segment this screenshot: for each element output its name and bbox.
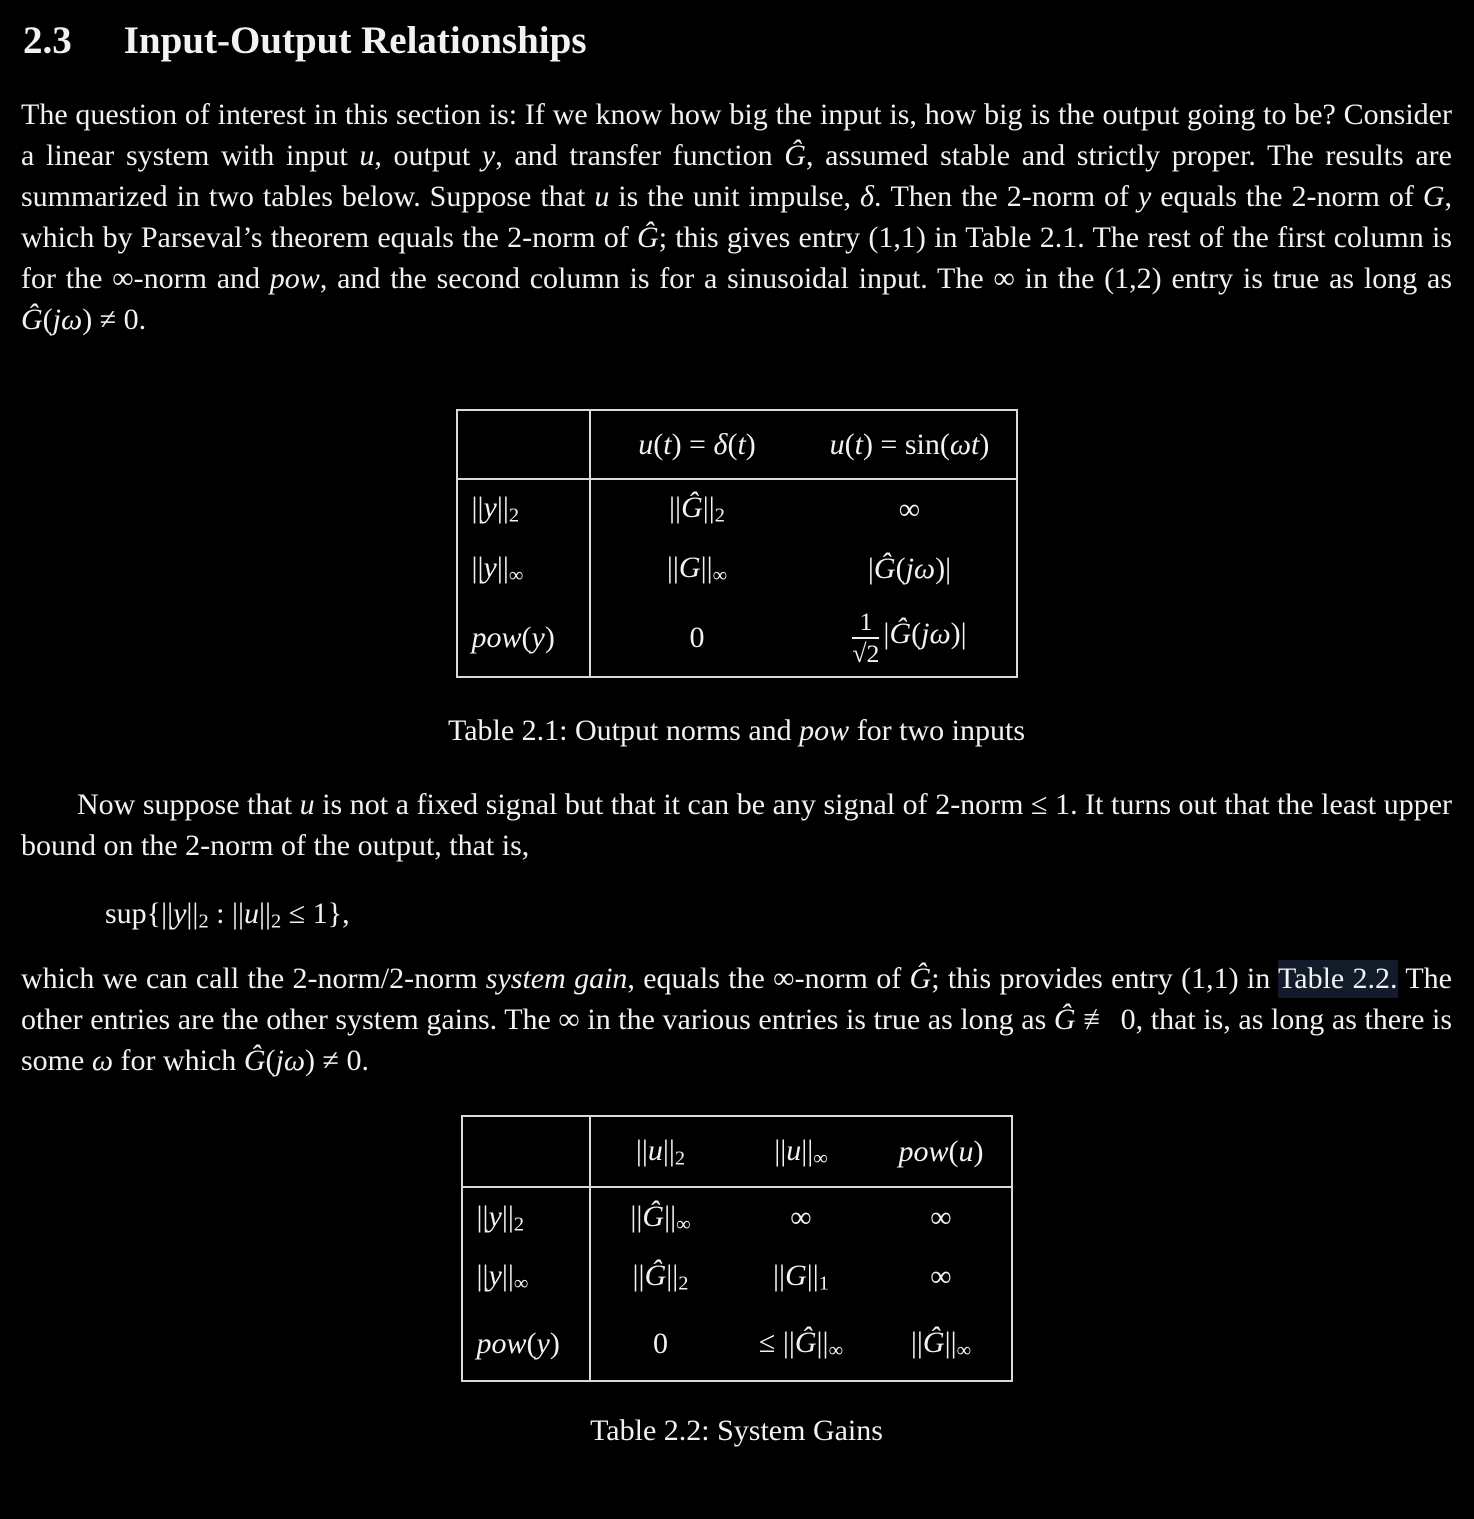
text-run: | bbox=[883, 616, 890, 650]
cell-2-2 bbox=[731, 1247, 872, 1307]
text-run: || bbox=[630, 1199, 643, 1233]
text-run: Table 2.2: System Gains bbox=[590, 1414, 883, 1448]
text-run: || bbox=[501, 1259, 514, 1293]
row-label-pow-y bbox=[462, 1307, 590, 1381]
text-run: Now suppose that bbox=[77, 788, 300, 821]
table-2-1-corner-cell bbox=[457, 410, 590, 479]
table-2-2-header-pow-u bbox=[872, 1116, 1012, 1187]
section-heading bbox=[23, 18, 1452, 63]
text-run: ∞ bbox=[956, 1339, 972, 1362]
text-run: for two inputs bbox=[849, 714, 1026, 747]
cell-1-2 bbox=[804, 479, 1017, 539]
text-run: δ bbox=[713, 427, 728, 461]
text-run: ) bbox=[544, 620, 555, 654]
row-label-pow-y bbox=[457, 599, 590, 677]
table-2-2-caption bbox=[21, 1414, 1452, 1448]
text-run: equals the 2-norm of bbox=[1151, 180, 1423, 213]
text-run: sup{ bbox=[105, 897, 162, 930]
text-run: Ĝ bbox=[873, 552, 896, 585]
text-run: ) bbox=[979, 427, 990, 461]
text-run: || bbox=[666, 1259, 679, 1293]
cell-2-2 bbox=[804, 539, 1017, 599]
text-run: pow bbox=[269, 262, 320, 295]
table-2-1-caption bbox=[21, 714, 1452, 748]
text-run: ≢ 0, that is, as long as there is some bbox=[21, 1003, 1452, 1078]
text-run: which we can call the 2-norm/2-norm bbox=[21, 962, 486, 996]
text-run: || bbox=[259, 897, 272, 930]
table-2-2-header-row bbox=[462, 1116, 1012, 1187]
text-run: jω bbox=[905, 552, 936, 585]
text-run: || bbox=[702, 491, 715, 525]
table-row bbox=[462, 1247, 1012, 1307]
cell-2-1 bbox=[590, 1247, 731, 1307]
text-run: || bbox=[496, 550, 509, 584]
text-run: || bbox=[662, 1133, 675, 1167]
text-run: ) bbox=[745, 427, 756, 461]
text-run: , which by Parseval’s theorem equals the 2-norm of bbox=[21, 180, 1452, 254]
text-run: u bbox=[638, 427, 654, 461]
text-run: y bbox=[483, 491, 497, 525]
text-run: 2 bbox=[198, 910, 209, 933]
text-run: Ĝ bbox=[21, 303, 43, 336]
text-run: t bbox=[663, 427, 672, 461]
text-run: ∞ bbox=[676, 1213, 691, 1236]
text-run: || bbox=[669, 491, 682, 525]
text-run: ( bbox=[653, 427, 664, 461]
text-run: || bbox=[471, 491, 484, 525]
text-run: pow bbox=[898, 1134, 949, 1168]
text-run: || bbox=[471, 550, 484, 584]
text-run: is not a fixed signal but that it can be any signal of 2-norm ≤ 1. It turns out that the least upper bound on the 2-norm of the output, that is, bbox=[21, 788, 1452, 862]
table-2-2-corner-cell bbox=[462, 1116, 590, 1187]
text-run: u bbox=[594, 180, 610, 213]
text-run: G bbox=[1422, 180, 1445, 213]
text-run: : bbox=[208, 897, 232, 930]
text-run: || bbox=[700, 550, 713, 584]
text-run: δ bbox=[860, 180, 874, 213]
text-run: The question of interest in this section is: If we know how big the input is, how big is the output going to be? Consider a linear system with input bbox=[21, 98, 1452, 172]
text-run: y bbox=[488, 1259, 502, 1293]
text-run: 2 bbox=[271, 910, 282, 933]
text-run: Ĝ bbox=[922, 1325, 945, 1359]
text-run: y bbox=[483, 550, 497, 584]
row-label-y-infnorm bbox=[462, 1247, 590, 1307]
text-run: ) ≠ 0. bbox=[82, 303, 147, 336]
text-run: ) ≠ 0. bbox=[305, 1044, 369, 1078]
text-run: ∞ bbox=[813, 1147, 828, 1170]
text-run: || bbox=[782, 1325, 795, 1359]
text-run: pow bbox=[799, 714, 850, 747]
table-row bbox=[457, 539, 1017, 599]
text-run: Ĝ bbox=[644, 1259, 667, 1293]
text-run: Ĝ bbox=[909, 962, 932, 996]
text-run: y bbox=[536, 1326, 550, 1360]
text-run: || bbox=[910, 1325, 923, 1359]
text-run: ) bbox=[973, 1134, 984, 1168]
text-run: t bbox=[854, 427, 863, 461]
cell-3-2 bbox=[731, 1307, 872, 1381]
text-run: || bbox=[496, 491, 509, 525]
text-run: t bbox=[737, 427, 746, 461]
text-run: y bbox=[531, 620, 545, 654]
text-run: ( bbox=[727, 427, 738, 461]
cell-1-2 bbox=[731, 1187, 872, 1247]
text-run: )| bbox=[935, 552, 952, 585]
cell-2-1 bbox=[590, 539, 804, 599]
paragraph-1 bbox=[21, 94, 1452, 340]
row-label-y-infnorm bbox=[457, 539, 590, 599]
text-run: jω bbox=[52, 303, 83, 336]
text-run: jω bbox=[275, 1044, 306, 1078]
cell-1-1 bbox=[590, 479, 804, 539]
text-run: ) = sin( bbox=[862, 427, 950, 461]
text-run: y bbox=[173, 897, 187, 930]
text-run: ∞ bbox=[513, 1272, 529, 1295]
text-run: ( bbox=[42, 303, 53, 336]
text-run: ≤ 1}, bbox=[281, 897, 350, 930]
text-run: u bbox=[244, 897, 259, 930]
text-run: ; this provides entry (1,1) in bbox=[931, 962, 1279, 996]
row-label-y-2norm bbox=[462, 1187, 590, 1247]
text-run: 2 bbox=[714, 504, 725, 527]
section-number: 2.3 bbox=[23, 19, 72, 62]
text-run: y bbox=[488, 1199, 502, 1233]
text-run: 0 bbox=[689, 620, 705, 654]
table-2-1-header-sine bbox=[804, 410, 1017, 479]
text-run: || bbox=[476, 1199, 489, 1233]
text-run: Ĝ bbox=[681, 491, 703, 525]
text-run: Ĝ bbox=[1053, 1003, 1076, 1037]
table-2-2-link[interactable]: Table 2.2. bbox=[1278, 962, 1398, 996]
text-run: ( bbox=[521, 620, 532, 654]
cell-2-3 bbox=[872, 1247, 1012, 1307]
text-run: || bbox=[476, 1259, 489, 1293]
cell-3-1 bbox=[590, 1307, 731, 1381]
text-run: y bbox=[481, 139, 496, 172]
text-run: Ĝ bbox=[243, 1044, 266, 1078]
text-run: u bbox=[958, 1134, 974, 1168]
text-run: || bbox=[773, 1259, 786, 1293]
text-run: ( bbox=[948, 1134, 959, 1168]
text-run: is the unit impulse, bbox=[609, 180, 861, 213]
text-run: | bbox=[867, 552, 874, 585]
text-run: || bbox=[632, 1259, 645, 1293]
cell-1-1 bbox=[590, 1187, 731, 1247]
text-run: || bbox=[635, 1133, 648, 1167]
text-run: ( bbox=[911, 616, 922, 650]
text-run: ∞ bbox=[930, 1260, 952, 1294]
text-run: , assumed stable and strictly proper. The results are summarized in two tables below. Suppose that bbox=[21, 139, 1452, 213]
cell-1-3 bbox=[872, 1187, 1012, 1247]
fraction: $\frac{1}{√2}$ bbox=[852, 607, 880, 668]
text-run: ≤ bbox=[758, 1325, 783, 1359]
text-run: || bbox=[801, 1133, 814, 1167]
table-row bbox=[457, 599, 1017, 677]
cell-3-3 bbox=[872, 1307, 1012, 1381]
text-run: u bbox=[786, 1133, 802, 1167]
text-run: Ĝ bbox=[642, 1199, 665, 1233]
text-run: || bbox=[666, 550, 679, 584]
text-run: 2 bbox=[513, 1213, 525, 1236]
text-run: 2 bbox=[678, 1272, 689, 1295]
text-run: 0 bbox=[653, 1326, 668, 1360]
text-run: ( bbox=[526, 1326, 537, 1360]
row-label-y-2norm bbox=[457, 479, 590, 539]
table-row bbox=[462, 1307, 1012, 1381]
text-run: ) = bbox=[671, 427, 714, 461]
text-run: G bbox=[678, 550, 701, 584]
text-run: Ĝ bbox=[637, 221, 659, 254]
text-run: Ĝ bbox=[794, 1325, 817, 1359]
text-run: pow bbox=[476, 1326, 527, 1360]
text-run: ωt bbox=[949, 427, 980, 461]
text-run: ( bbox=[895, 552, 906, 585]
text-run: y bbox=[1137, 180, 1152, 213]
text-run: || bbox=[806, 1259, 819, 1293]
text-run: u bbox=[647, 1133, 663, 1167]
text-run: 2 bbox=[674, 1147, 686, 1170]
sup-norm-equation bbox=[105, 897, 1452, 933]
text-run: || bbox=[664, 1199, 677, 1233]
text-run: for which bbox=[113, 1044, 244, 1078]
text-run: , and transfer function bbox=[495, 139, 785, 172]
text-run: u bbox=[359, 139, 375, 172]
text-run: The other entries are the other system gains. The ∞ in the various entries is true as long as bbox=[21, 962, 1452, 1037]
text-run: || bbox=[774, 1133, 787, 1167]
table-2-2 bbox=[461, 1115, 1013, 1382]
text-run: || bbox=[501, 1199, 514, 1233]
paragraph-3 bbox=[21, 958, 1452, 1081]
text-run: )| bbox=[950, 616, 967, 650]
table-2-2-header-u-infnorm bbox=[731, 1116, 872, 1187]
text-run: || bbox=[944, 1325, 957, 1359]
text-run: ∞ bbox=[930, 1200, 952, 1234]
text-run: ( bbox=[844, 427, 855, 461]
table-row bbox=[457, 479, 1017, 539]
cell-3-1 bbox=[590, 599, 804, 677]
text-run: , output bbox=[374, 139, 482, 172]
text-run: Ĝ bbox=[784, 139, 806, 172]
text-run: || bbox=[186, 897, 199, 930]
text-run: , and the second column is for a sinusoidal input. The ∞ in the (1,2) entry is true as long as bbox=[319, 262, 1452, 295]
text-run: 2 bbox=[508, 504, 520, 527]
table-2-1-header-row bbox=[457, 410, 1017, 479]
section-title: Input-Output Relationships bbox=[123, 19, 587, 62]
text-run: ω bbox=[91, 1044, 114, 1078]
table-2-1-header-impulse bbox=[590, 410, 804, 479]
text-run: ∞ bbox=[898, 492, 921, 526]
text-run: 1 bbox=[818, 1272, 829, 1295]
text-run: ∞ bbox=[828, 1339, 844, 1362]
text-run: ; this gives entry (1,1) in Table 2.1. The rest of the first column is for the ∞-norm and bbox=[21, 221, 1453, 295]
text-run: G bbox=[785, 1259, 807, 1293]
text-run: ∞ bbox=[790, 1200, 812, 1234]
text-run: || bbox=[161, 897, 174, 930]
text-run: || bbox=[231, 897, 244, 930]
text-run: ∞ bbox=[508, 564, 524, 587]
text-run: jω bbox=[921, 616, 951, 650]
text-run: ( bbox=[265, 1044, 276, 1078]
text-run: , equals the ∞-norm of bbox=[627, 962, 910, 996]
text-run: ∞ bbox=[712, 564, 728, 587]
text-run: pow bbox=[471, 620, 522, 654]
paragraph-2 bbox=[21, 784, 1452, 866]
text-run: || bbox=[816, 1325, 829, 1359]
text-run: u bbox=[829, 427, 845, 461]
table-2-1 bbox=[456, 409, 1018, 678]
text-run: . Then the 2-norm of bbox=[873, 180, 1138, 213]
text-run: system gain bbox=[485, 962, 628, 996]
table-row bbox=[462, 1187, 1012, 1247]
table-2-2-header-u-2norm bbox=[590, 1116, 731, 1187]
text-run: Table 2.1: Output norms and bbox=[447, 714, 800, 747]
text-run: u bbox=[299, 788, 315, 821]
text-run: Ĝ bbox=[889, 616, 912, 650]
text-run: ) bbox=[549, 1326, 560, 1360]
cell-3-2 bbox=[804, 599, 1017, 677]
